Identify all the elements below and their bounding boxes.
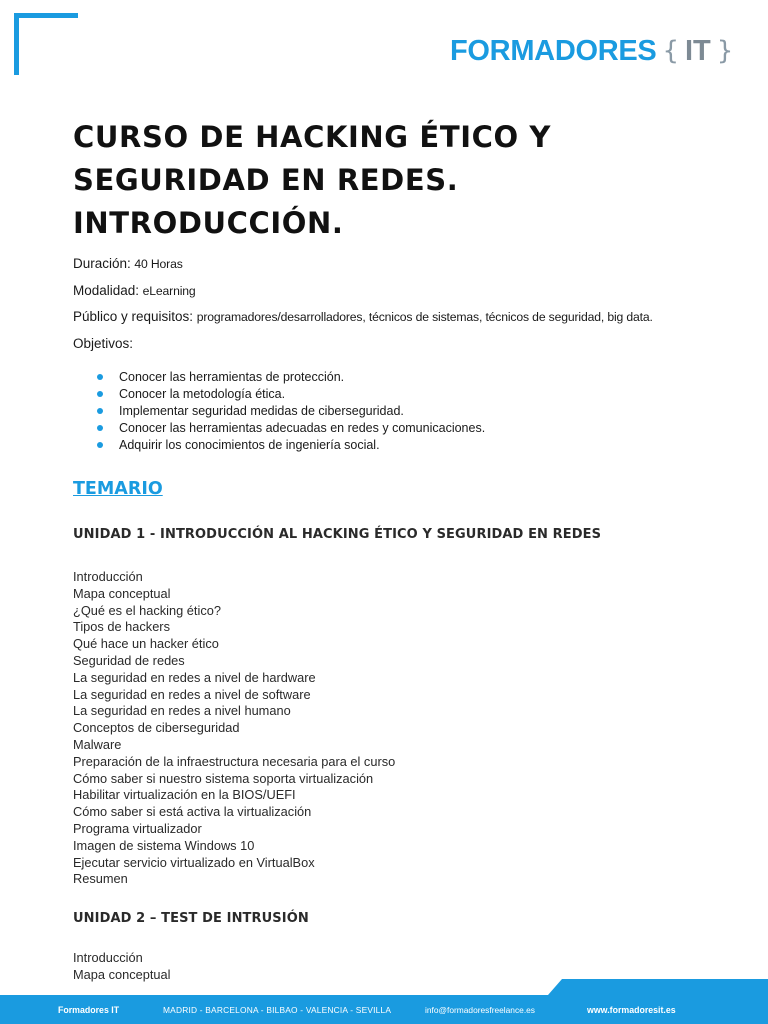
corner-bracket-vertical xyxy=(14,13,19,75)
corner-bracket-horizontal xyxy=(14,13,78,18)
list-item: Cómo saber si nuestro sistema soporta virtualización xyxy=(73,770,374,786)
footer-notch-fill xyxy=(562,979,768,995)
objective-text: Implementar seguridad medidas de ciberseguridad. xyxy=(119,404,404,418)
objective-text: Adquirir los conocimientos de ingeniería social. xyxy=(119,438,380,452)
list-item: Preparación de la infraestructura necesaria para el curso xyxy=(73,753,396,769)
audience-row xyxy=(73,304,723,331)
course-title: CURSO DE HACKING ÉTICO Y SEGURIDAD EN REDES. INTRODUCCIÓN. xyxy=(73,120,552,240)
objective-text: Conocer la metodología ética. xyxy=(119,387,286,401)
objective-item xyxy=(97,403,723,420)
bullet-icon xyxy=(97,425,103,431)
brand-brace-open: { xyxy=(662,36,679,66)
bullet-icon xyxy=(97,442,103,448)
footer-website-link[interactable]: www.formadoresit.es xyxy=(587,1005,676,1015)
objective-item xyxy=(97,437,723,454)
footer-brand: Formadores IT xyxy=(58,1005,120,1015)
unit1-topic-list xyxy=(73,569,723,888)
brand-name: FORMADORES xyxy=(450,34,657,67)
list-item: Resumen xyxy=(73,871,128,887)
unit2-title: UNIDAD 2 – TEST DE INTRUSIÓN xyxy=(73,911,309,927)
bullet-icon xyxy=(97,374,103,380)
list-item: La seguridad en redes a nivel de hardware xyxy=(73,669,316,685)
course-meta xyxy=(73,251,723,357)
objectives-label: Objetivos: xyxy=(73,335,134,351)
list-item: La seguridad en redes a nivel de software xyxy=(73,686,311,702)
objectives-row xyxy=(73,331,723,358)
list-item: La seguridad en redes a nivel humano xyxy=(73,703,291,719)
footer xyxy=(0,995,768,1024)
brand-logo xyxy=(450,31,739,71)
document-content xyxy=(73,116,723,984)
list-item: Habilitar virtualización en la BIOS/UEFI xyxy=(73,787,296,803)
list-item: Mapa conceptual xyxy=(73,585,171,601)
list-item: Malware xyxy=(73,736,122,752)
audience-value: programadores/desarrolladores, técnicos de sistemas, técnicos de seguridad, big data. xyxy=(196,310,653,324)
bullet-icon xyxy=(97,408,103,414)
footer-notch xyxy=(548,979,562,995)
audience-label: Público y requisitos: xyxy=(73,309,194,324)
brand-brace-close: } xyxy=(716,36,734,66)
modality-label: Modalidad: xyxy=(73,282,140,298)
list-item: Introducción xyxy=(73,569,143,584)
duration-row xyxy=(73,251,723,278)
bullet-icon xyxy=(97,391,103,397)
list-item: Programa virtualizador xyxy=(73,820,202,836)
temario-heading: TEMARIO xyxy=(73,479,163,499)
list-item: Mapa conceptual xyxy=(73,966,171,982)
modality-value: eLearning xyxy=(142,283,196,298)
footer-email-link[interactable]: info@formadoresfreelance.es xyxy=(425,1005,535,1015)
objective-item xyxy=(97,369,723,386)
duration-label: Duración: xyxy=(73,256,131,271)
list-item: ¿Qué es el hacking ético? xyxy=(73,602,221,618)
list-item: Conceptos de ciberseguridad xyxy=(73,720,240,736)
objective-text: Conocer las herramientas adecuadas en redes y comunicaciones. xyxy=(119,421,486,435)
brand-it: IT xyxy=(685,34,711,67)
objective-text: Conocer las herramientas de protección. xyxy=(119,370,345,384)
duration-value: 40 Horas xyxy=(134,257,183,271)
modality-row xyxy=(73,278,723,305)
list-item: Imagen de sistema Windows 10 xyxy=(73,837,255,853)
objectives-list xyxy=(73,369,723,454)
list-item: Qué hace un hacker ético xyxy=(73,636,219,652)
objective-item xyxy=(97,420,723,437)
list-item: Cómo saber si está activa la virtualización xyxy=(73,804,312,820)
footer-cities: MADRID - BARCELONA - BILBAO - VALENCIA - SEVILLA xyxy=(163,1005,392,1015)
list-item: Seguridad de redes xyxy=(73,652,185,668)
objective-item xyxy=(97,386,723,403)
list-item: Tipos de hackers xyxy=(73,619,170,635)
unit1-title: UNIDAD 1 - INTRODUCCIÓN AL HACKING ÉTICO Y SEGURIDAD EN REDES xyxy=(73,527,602,542)
list-item: Introducción xyxy=(73,950,143,966)
list-item: Ejecutar servicio virtualizado en VirtualBox xyxy=(73,854,315,870)
